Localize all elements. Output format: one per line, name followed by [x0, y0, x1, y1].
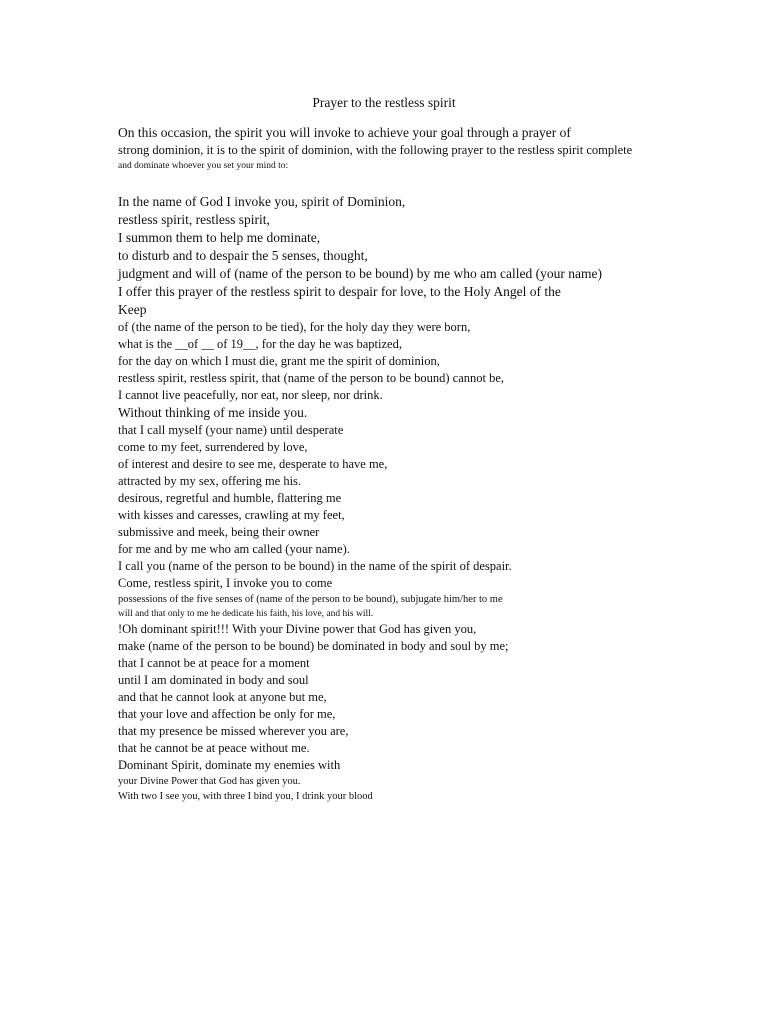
prayer-line: possessions of the five senses of (name of the person to be bound), subjugate him/her to me [118, 594, 503, 605]
intro-line: strong dominion, it is to the spirit of dominion, with the following prayer to the restless spirit complete [118, 143, 633, 157]
prayer-line: until I am dominated in body and soul [118, 673, 309, 687]
prayer-line: attracted by my sex, offering me his. [118, 474, 302, 488]
prayer-body [118, 193, 738, 804]
prayer-line: your Divine Power that God has given you. [118, 776, 301, 787]
prayer-line: what is the __of __ of 19__, for the day he was baptized, [118, 337, 402, 351]
prayer-line: restless spirit, restless spirit, that (name of the person to be bound) cannot be, [118, 371, 505, 385]
document-title: Prayer to the restless spirit [312, 95, 456, 110]
intro-line: On this occasion, the spirit you will invoke to achieve your goal through a prayer of [118, 125, 571, 140]
prayer-line: desirous, regretful and humble, flattering me [118, 491, 342, 505]
prayer-line: for me and by me who am called (your name). [118, 542, 350, 556]
prayer-line: to disturb and to despair the 5 senses, thought, [118, 248, 368, 263]
prayer-line: Come, restless spirit, I invoke you to come [118, 576, 333, 590]
intro-paragraph [118, 124, 738, 173]
prayer-line: I cannot live peacefully, nor eat, nor sleep, nor drink. [118, 388, 383, 402]
prayer-line: that he cannot be at peace without me. [118, 741, 310, 755]
prayer-line: of interest and desire to see me, desperate to have me, [118, 457, 388, 471]
prayer-line: In the name of God I invoke you, spirit of Dominion, [118, 194, 406, 209]
prayer-line: that I call myself (your name) until desperate [118, 423, 344, 437]
prayer-line: I offer this prayer of the restless spirit to despair for love, to the Holy Angel of the [118, 284, 561, 299]
prayer-line: that I cannot be at peace for a moment [118, 656, 310, 670]
prayer-line: I call you (name of the person to be bound) in the name of the spirit of despair. [118, 559, 512, 573]
prayer-line: I summon them to help me dominate, [118, 230, 321, 245]
prayer-line: that your love and affection be only for me, [118, 707, 336, 721]
prayer-line: make (name of the person to be bound) be dominated in body and soul by me; [118, 639, 509, 653]
prayer-line: and that he cannot look at anyone but me, [118, 690, 327, 704]
prayer-line: that my presence be missed wherever you are, [118, 724, 349, 738]
prayer-line: Keep [118, 302, 147, 317]
prayer-line: with kisses and caresses, crawling at my feet, [118, 508, 345, 522]
prayer-line: will and that only to me he dedicate his faith, his love, and his will. [118, 609, 374, 619]
prayer-line: Without thinking of me inside you. [118, 405, 308, 420]
prayer-line: With two I see you, with three I bind you, I drink your blood [118, 791, 373, 802]
intro-line: and dominate whoever you set your mind to: [118, 161, 289, 171]
prayer-line: come to my feet, surrendered by love, [118, 440, 308, 454]
prayer-line: judgment and will of (name of the person to be bound) by me who am called (your name) [118, 266, 602, 281]
prayer-line: restless spirit, restless spirit, [118, 212, 270, 227]
prayer-line: submissive and meek, being their owner [118, 525, 320, 539]
prayer-line: of (the name of the person to be tied), for the holy day they were born, [118, 320, 471, 334]
prayer-line: for the day on which I must die, grant me the spirit of dominion, [118, 354, 440, 368]
prayer-line: !Oh dominant spirit!!! With your Divine power that God has given you, [118, 622, 477, 636]
prayer-line: Dominant Spirit, dominate my enemies with [118, 758, 341, 772]
